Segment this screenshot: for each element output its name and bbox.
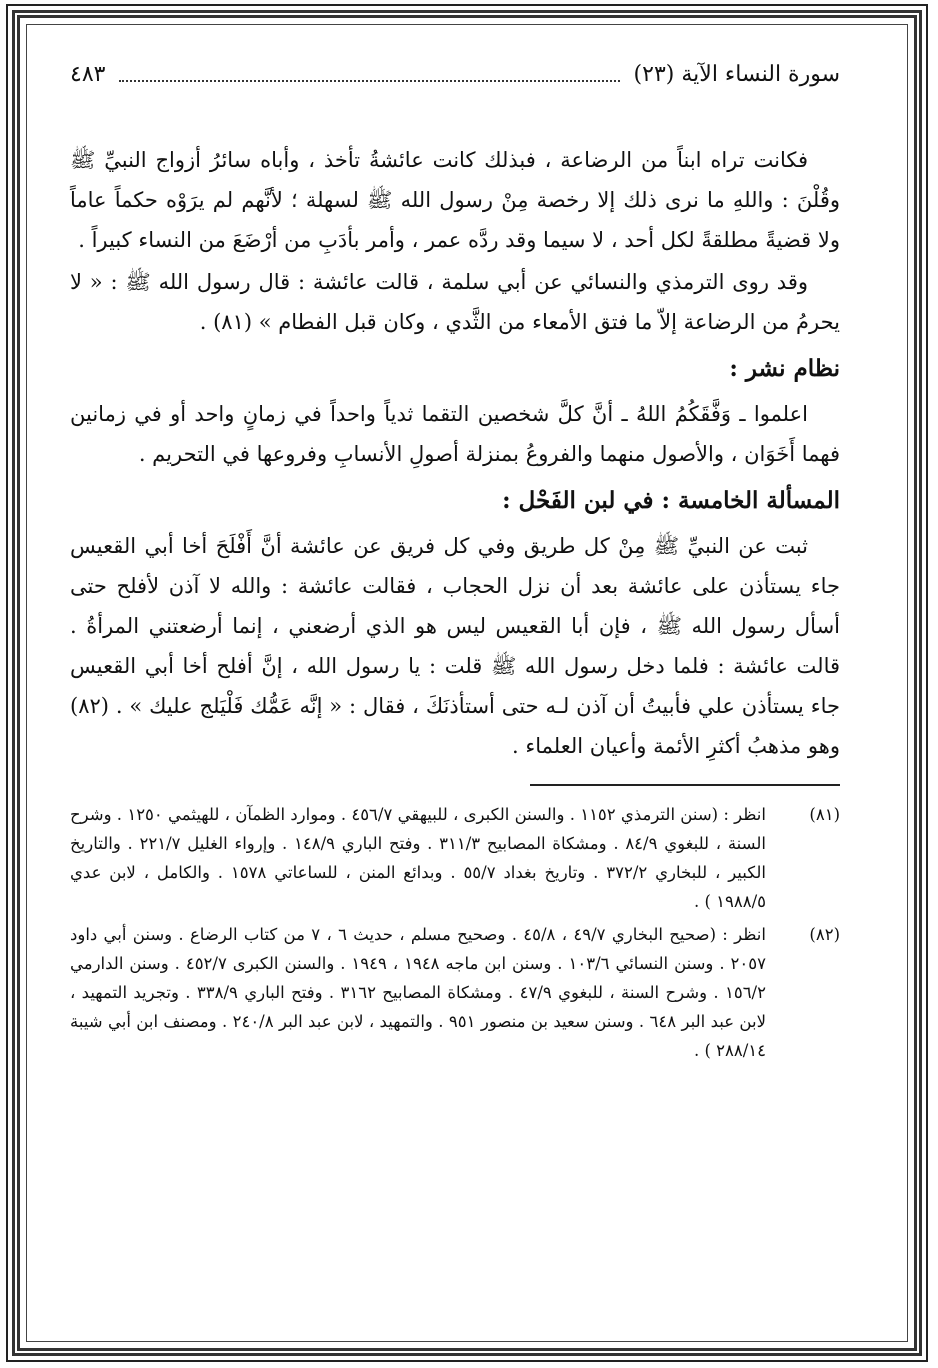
footnote-number: (٨١) bbox=[809, 805, 840, 824]
section-heading-2: المسألة الخامسة : في لبن الفَحْل : bbox=[502, 487, 840, 514]
running-header bbox=[70, 52, 840, 96]
paragraph-1: فكانت تراه ابناً من الرضاعة ، فبذلك كانت عائشةُ تأخذ ، وأباه سائرُ أزواج النبيِّ ﷺ وقُلْنَ : واللهِ ما نرى ذلك إلا رخصة مِنْ رسول الله ﷺ لسهلة ؛ لأنَّهم لم يرَوْه حكماً عاماً ولا قضيةً مطلقةً لكل أحد ، لا سيما وقد ردَّه عمر ، وأمر بأدَبِ من أرْضَعَ من النساء كبيراً . bbox=[70, 148, 840, 252]
book-page bbox=[70, 52, 840, 1312]
footnote-separator bbox=[530, 784, 840, 786]
footnote-81 bbox=[70, 800, 840, 916]
page-number: ٤٨٣ bbox=[70, 61, 106, 87]
footnote-text: انظر : (سنن الترمذي ١١٥٢ . والسنن الكبرى ، للبيهقي ٤٥٦/٧ . وموارد الظمآن ، للهيثمي ١٢٥٠ . وشرح السنة ، للبغوي ٨٤/٩ . ومشكاة المصابيح ٣١١/٣ . وفتح الباري ١٤٨/٩ . وإرواء الغليل ٢٢١/٧ . والتاريخ الكبير ، للبخاري ٣٧٢/٢ . وتاريخ بغداد ٥٥/٧ . وبدائع المنن ، للساعاتي ١٥٧٨ . والكامل ، لابن عدي ١٩٨٨/٥ ) . bbox=[70, 805, 766, 911]
paragraph-3: اعلموا ـ وَفَّقَكُمُ اللهُ ـ أنَّ كلَّ شخصين التقما ثدياً واحداً في زمانٍ واحد أو في زمانين فهما أَخَوَان ، والأصول منهما والفروعُ بمنزلة أصولِ الأنسابِ وفروعها في التحريم . bbox=[70, 402, 840, 466]
header-title: سورة النساء الآية (٢٣) bbox=[633, 61, 840, 87]
footnote-number: (٨٢) bbox=[809, 925, 840, 944]
footnote-82 bbox=[70, 920, 840, 1065]
footnote-text: انظر : (صحيح البخاري ٤٩/٧ ، ٤٥/٨ . وصحيح مسلم ، حديث ٦ ، ٧ من كتاب الرضاع . وسنن أبي داود ٢٠٥٧ . وسنن النسائي ١٠٣/٦ . وسنن ابن ماجه ١٩٤٨ ، ١٩٤٩ . والسنن الكبرى ٤٥٢/٧ . وسنن الدارمي ١٥٦/٢ . وشرح السنة ، للبغوي ٤٧/٩ . ومشكاة المصابيح ٣١٦٢ . وفتح الباري ٣٣٨/٩ . وتجريد التمهيد ، لابن عبد البر ٦٤٨ . وسنن سعيد بن منصور ٩٥١ . والتمهيد ، لابن عبد البر ٢٤٠/٨ . ومصنف ابن أبي شيبة ٢٨٨/١٤ ) . bbox=[70, 925, 766, 1060]
footnotes bbox=[70, 800, 840, 1065]
header-dot-leader bbox=[119, 66, 619, 82]
paragraph-4: ثبت عن النبيِّ ﷺ مِنْ كل طريق وفي كل فريق عن عائشة أنَّ أَفْلَحَ أخا أبي القعيس جاء يستأذن على عائشة بعد أن نزل الحجاب ، فقالت عائشة : والله لا آذن لأفلح حتى أسأل رسول الله ﷺ ، فإن أبا القعيس ليس هو الذي أرضعني ، إنما أرضعتني المرأةُ . قالت عائشة : فلما دخل رسول الله ﷺ قلت : يا رسول الله ، إنَّ أفلح أخا أبي القعيس جاء يستأذن علي فأبيتُ أن آذن لـه حتى أستأذنَكَ ، فقال : « إنَّه عَمُّك فَلْيَلج عليك » . (٨٢) وهو مذهبُ أكثرِ الأئمة وأعيان العلماء . bbox=[70, 534, 840, 758]
section-heading-1: نظام نشر : bbox=[729, 355, 840, 382]
paragraph-2: وقد روى الترمذي والنسائي عن أبي سلمة ، قالت عائشة : قال رسول الله ﷺ : « لا يحرمُ من الرضاعة إلاّ ما فتق الأمعاء من الثَّدي ، وكان قبل الفطام » (٨١) . bbox=[70, 270, 840, 334]
main-text bbox=[70, 140, 840, 766]
